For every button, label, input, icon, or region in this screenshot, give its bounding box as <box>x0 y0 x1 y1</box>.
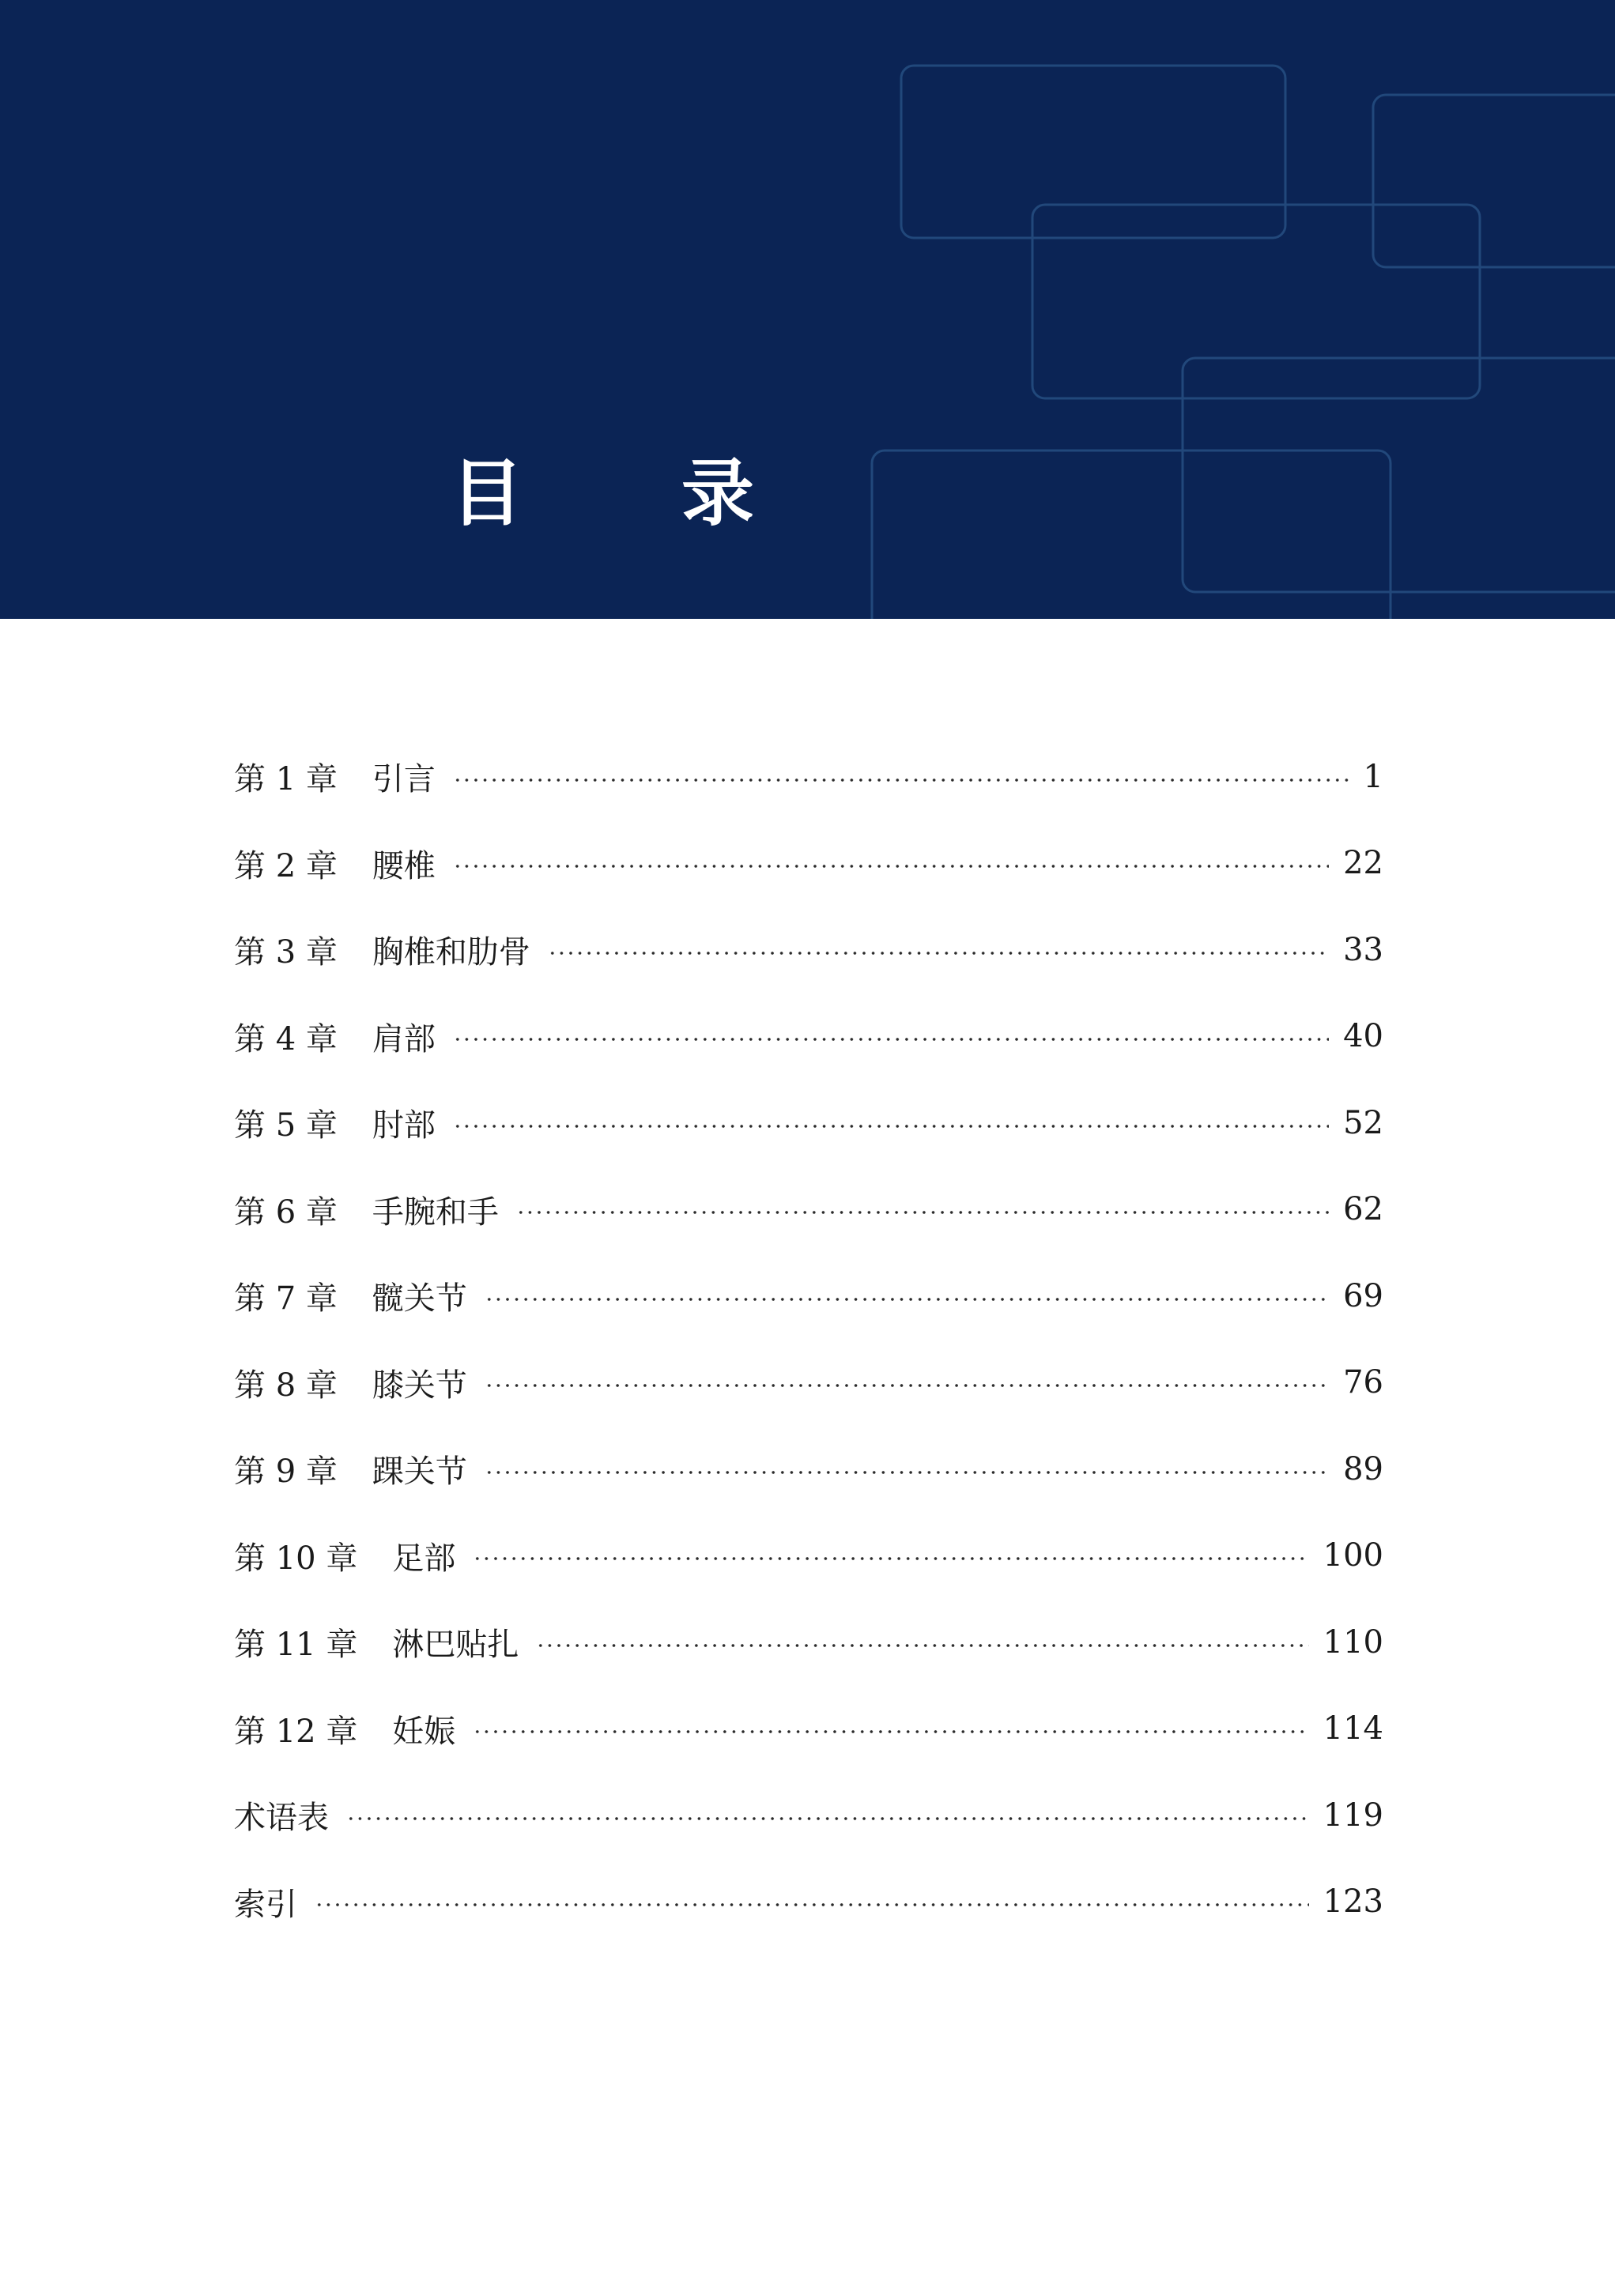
chapter-title: 胸椎和肋骨 <box>372 934 530 971</box>
dot-leader <box>315 1903 1309 1906</box>
dot-leader <box>485 1384 1329 1387</box>
toc-entry[interactable] <box>234 1080 1383 1167</box>
chapter-title: 术语表 <box>234 1800 329 1837</box>
chapter-title: 腰椎 <box>372 847 436 884</box>
dot-leader <box>536 1644 1308 1647</box>
toc-entry[interactable] <box>234 907 1383 993</box>
chapter-title: 踝关节 <box>372 1453 467 1491</box>
header-banner <box>0 0 1615 619</box>
chapter-title: 足部 <box>392 1540 456 1577</box>
chapter-title: 肘部 <box>372 1107 436 1144</box>
page-number: 76 <box>1343 1364 1383 1401</box>
dot-leader <box>453 779 1349 782</box>
chapter-number: 第 5 章 <box>234 1107 338 1144</box>
chapter-number: 第 2 章 <box>234 847 338 884</box>
page-number: 52 <box>1343 1104 1383 1141</box>
page-number: 69 <box>1343 1277 1383 1314</box>
page-number: 114 <box>1323 1710 1383 1747</box>
dot-leader <box>485 1471 1329 1474</box>
dot-leader <box>453 865 1329 868</box>
dot-leader <box>473 1730 1308 1733</box>
toc-entry[interactable] <box>234 1167 1383 1254</box>
dot-leader <box>548 952 1329 955</box>
chapter-title: 淋巴贴扎 <box>392 1627 519 1664</box>
toc-entry[interactable] <box>234 993 1383 1080</box>
dot-leader <box>485 1298 1329 1301</box>
chapter-number: 第 3 章 <box>234 934 338 971</box>
toc-entry[interactable] <box>234 1253 1383 1340</box>
page-number: 1 <box>1363 758 1383 795</box>
toc-entry[interactable] <box>234 1340 1383 1427</box>
page-number: 119 <box>1323 1796 1383 1834</box>
page-number: 33 <box>1343 931 1383 968</box>
chapter-number: 第 1 章 <box>234 761 338 798</box>
chapter-title: 手腕和手 <box>372 1193 499 1231</box>
toc-entry[interactable] <box>234 1426 1383 1513</box>
page-number: 22 <box>1343 845 1383 882</box>
chapter-title: 膝关节 <box>372 1367 467 1404</box>
page-number: 89 <box>1343 1450 1383 1487</box>
dot-leader <box>473 1557 1308 1560</box>
chapter-title: 引言 <box>372 761 436 798</box>
toc-entry[interactable] <box>234 1859 1383 1946</box>
page-number: 110 <box>1323 1623 1383 1661</box>
chapter-number: 第 10 章 <box>234 1540 358 1577</box>
page-number: 40 <box>1343 1018 1383 1055</box>
chapter-number: 第 7 章 <box>234 1280 338 1318</box>
chapter-title: 索引 <box>234 1886 297 1923</box>
page-title: 目 录 <box>451 451 821 536</box>
chapter-number: 第 12 章 <box>234 1713 358 1750</box>
toc-entry[interactable] <box>234 820 1383 907</box>
page-number: 100 <box>1323 1537 1383 1574</box>
chapter-title: 肩部 <box>372 1020 436 1058</box>
chapter-title: 髋关节 <box>372 1280 467 1318</box>
toc-entry[interactable] <box>234 1772 1383 1859</box>
toc-entry[interactable] <box>234 1599 1383 1686</box>
dot-leader <box>453 1125 1329 1128</box>
chapter-title: 妊娠 <box>392 1713 456 1750</box>
page-number: 62 <box>1343 1191 1383 1228</box>
toc-entry[interactable] <box>234 1686 1383 1773</box>
chapter-number: 第 6 章 <box>234 1193 338 1231</box>
toc-entry[interactable] <box>234 1513 1383 1600</box>
dot-leader <box>516 1211 1329 1214</box>
table-of-contents <box>234 733 1383 1945</box>
chapter-number: 第 8 章 <box>234 1367 338 1404</box>
page-number: 123 <box>1323 1883 1383 1921</box>
chapter-number: 第 11 章 <box>234 1627 358 1664</box>
toc-entry[interactable] <box>234 733 1383 820</box>
dot-leader <box>453 1038 1329 1041</box>
dot-leader <box>346 1817 1309 1820</box>
chapter-number: 第 4 章 <box>234 1020 338 1058</box>
chapter-number: 第 9 章 <box>234 1453 338 1491</box>
